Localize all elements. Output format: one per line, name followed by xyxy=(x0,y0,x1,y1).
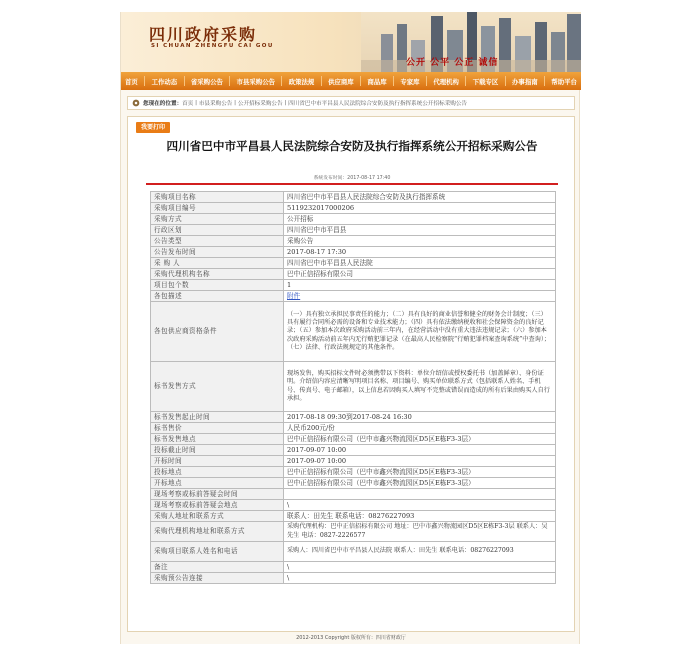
table-row xyxy=(151,434,556,445)
table-row xyxy=(151,269,556,280)
field-label: 采购方式 xyxy=(151,214,284,225)
field-value: 采购代理机构：巴中正信招标有限公司 地址：巴中市鑫兴物流园区D5区E栋F3-3层 联系人：吴先生 电话：0827-2226577 xyxy=(284,522,556,542)
field-label: 采 购 人 xyxy=(151,258,284,269)
table-row xyxy=(151,192,556,203)
field-label: 投标截止时间 xyxy=(151,445,284,456)
nav-separator xyxy=(321,76,322,86)
field-value: 四川省巴中市平昌县人民法院 xyxy=(284,258,556,269)
table-row xyxy=(151,302,556,362)
table-row xyxy=(151,489,556,500)
field-label: 标书发售方式 xyxy=(151,362,284,412)
table-row xyxy=(151,247,556,258)
field-label: 开标地点 xyxy=(151,478,284,489)
field-value: 四川省巴中市平昌县人民法院综合安防及执行指挥系统 xyxy=(284,192,556,203)
nav-item[interactable]: 工作动态 xyxy=(151,77,178,86)
field-label: 采购代理机构地址和联系方式 xyxy=(151,522,284,542)
table-row xyxy=(151,203,556,214)
breadcrumb-home[interactable]: 首页 xyxy=(182,101,194,107)
announcement-panel xyxy=(127,116,575,632)
nav-item[interactable]: 办事指南 xyxy=(512,77,538,86)
field-label: 采购项目联系人姓名和电话 xyxy=(151,542,284,562)
field-value: 现场发售，购买招标文件时必须携带以下资料：单位介绍信或授权委托书（加盖鲜章）、身份证明。介绍信内容应清晰写明项目名称、项目编号、购买单位联系方式（包括联系人姓名、手机号、传真号、电子邮箱），以上信息若因购买人填写不完整或错误而造成的所有后果由购买人自行承担。 xyxy=(284,362,556,412)
nav-item[interactable]: 供应商库 xyxy=(328,77,354,86)
field-value: 2017-08-17 17:30 xyxy=(284,247,556,258)
field-value: 1 xyxy=(284,280,556,291)
field-label: 各包描述 xyxy=(151,291,284,302)
nav-separator xyxy=(393,76,394,86)
nav-separator xyxy=(426,76,427,86)
table-row xyxy=(151,456,556,467)
print-button[interactable]: 我要打印 xyxy=(136,122,170,133)
page xyxy=(120,12,580,644)
field-label: 行政区划 xyxy=(151,225,284,236)
nav-item[interactable]: 商品库 xyxy=(367,77,387,86)
nav-item[interactable]: 专家库 xyxy=(400,77,420,86)
field-label: 备注 xyxy=(151,562,284,573)
table-row xyxy=(151,542,556,562)
field-value: 巴中正信招标有限公司（巴中市鑫兴物流园区D5区E栋F3-3层） xyxy=(284,478,556,489)
field-label: 采购代理机构名称 xyxy=(151,269,284,280)
nav-separator xyxy=(281,76,282,86)
nav-item[interactable]: 帮助平台 xyxy=(551,77,577,86)
field-value: 巴中正信招标有限公司 xyxy=(284,269,556,280)
site-logo-title[interactable]: 四川政府采购 xyxy=(149,25,258,44)
field-value xyxy=(284,291,556,302)
breadcrumb-open-tender[interactable]: 公开招标采购公告 xyxy=(237,101,283,107)
footer-copyright: 2012-2013 Copyright 版权所有：四川省财政厅 xyxy=(296,635,406,641)
details-table xyxy=(150,191,556,584)
breadcrumb-sep: | xyxy=(232,100,238,106)
table-row xyxy=(151,362,556,412)
field-value: 采购公告 xyxy=(284,236,556,247)
field-value: \ xyxy=(284,562,556,573)
table-row xyxy=(151,562,556,573)
field-label: 采购预公告连接 xyxy=(151,573,284,584)
nav-separator xyxy=(144,76,145,86)
site-header xyxy=(121,12,581,72)
table-row xyxy=(151,258,556,269)
field-value: 2017-08-18 09:30到2017-08-24 16:30 xyxy=(284,412,556,423)
breadcrumb-current: 四川省巴中市平昌县人民法院综合安防及执行指挥系统公开招标采购公告 xyxy=(288,101,468,107)
table-row xyxy=(151,412,556,423)
location-icon xyxy=(132,99,140,107)
field-value: 四川省巴中市平昌县 xyxy=(284,225,556,236)
field-value: 人民币200元/份 xyxy=(284,423,556,434)
table-row xyxy=(151,214,556,225)
field-label: 开标时间 xyxy=(151,456,284,467)
table-row xyxy=(151,478,556,489)
table-row xyxy=(151,225,556,236)
nav-item[interactable]: 代理机构 xyxy=(433,77,459,86)
field-value xyxy=(284,489,556,500)
breadcrumb-sep: | xyxy=(282,100,289,106)
table-row xyxy=(151,511,556,522)
table-row xyxy=(151,445,556,456)
nav-item[interactable]: 政策法规 xyxy=(288,77,315,86)
nav-separator xyxy=(465,76,466,86)
nav-separator xyxy=(505,76,506,86)
table-row xyxy=(151,291,556,302)
slogan: 公开 公平 公正 诚信 xyxy=(406,58,499,68)
table-row xyxy=(151,467,556,478)
field-value: 2017-09-07 10:00 xyxy=(284,445,556,456)
field-label: 投标地点 xyxy=(151,467,284,478)
table-row xyxy=(151,500,556,511)
breadcrumb-city-county[interactable]: 市县采购公告 xyxy=(198,101,233,107)
table-row xyxy=(151,236,556,247)
field-value: 2017-09-07 10:00 xyxy=(284,456,556,467)
field-label: 标书售价 xyxy=(151,423,284,434)
breadcrumb xyxy=(127,96,575,110)
field-label: 采购项目编号 xyxy=(151,203,284,214)
field-value: 5119232017000206 xyxy=(284,203,556,214)
field-value: 巴中正信招标有限公司（巴中市鑫兴物流园区D5区E栋F3-3层） xyxy=(284,467,556,478)
field-value: \ xyxy=(284,573,556,584)
nav-item[interactable]: 首页 xyxy=(125,77,138,86)
field-label: 采购人地址和联系方式 xyxy=(151,511,284,522)
nav-item[interactable]: 下载专区 xyxy=(472,77,499,86)
field-value: \ xyxy=(284,500,556,511)
breadcrumb-sep: | xyxy=(193,100,199,106)
table-row xyxy=(151,573,556,584)
field-label: 公告发布时间 xyxy=(151,247,284,258)
field-label: 采购项目名称 xyxy=(151,192,284,203)
nav-separator xyxy=(544,76,545,86)
field-value: （一）具有独立承担民事责任的能力；（二）具有良好的商业信誉和健全的财务会计制度；（三）具有履行合同所必需的设备和专业技术能力；（四）具有依法缴纳税收和社会保障资金的良好记录；（五）参加本次政府采购活动前三年内，在经营活动中没有重大违法违规记录；（六）参加本次政府采购活动前五年内无行贿犯罪记录（在最高人民检察院“行贿犯罪档案查询系统”中查询）；（七）法律、行政法规规定的其他条件。 xyxy=(284,302,556,362)
nav-separator xyxy=(184,76,185,86)
table-row xyxy=(151,522,556,542)
field-label: 公告类型 xyxy=(151,236,284,247)
field-label: 现场考察或标前答疑会地点 xyxy=(151,500,284,511)
field-label: 各包供应商资格条件 xyxy=(151,302,284,362)
nav-separator xyxy=(229,76,230,86)
field-value: 联系人：田先生 联系电话：08276227093 xyxy=(284,511,556,522)
nav-item[interactable]: 市县采购公告 xyxy=(236,77,275,86)
attachment-link[interactable]: 附件 xyxy=(287,291,301,300)
nav-item[interactable]: 省采购公告 xyxy=(190,77,223,86)
field-value: 采购人：四川省巴中市平昌县人民法院 联系人：田先生 联系电话：08276227093 xyxy=(284,542,556,562)
main-nav xyxy=(121,72,581,90)
breadcrumb-label: 您现在的位置： xyxy=(143,101,183,107)
field-label: 标书发售起止时间 xyxy=(151,412,284,423)
publish-time: 系统发布时间：2017-08-17 17:40 xyxy=(313,176,391,181)
title-divider xyxy=(146,183,558,185)
site-logo-subtitle: SI CHUAN ZHENGFU CAI GOU xyxy=(151,43,274,49)
table-row xyxy=(151,280,556,291)
field-value: 巴中正信招标有限公司（巴中市鑫兴物流园区D5区E栋F3-3层） xyxy=(284,434,556,445)
page-title: 四川省巴中市平昌县人民法院综合安防及执行指挥系统公开招标采购公告 xyxy=(166,139,538,153)
nav-separator xyxy=(360,76,361,86)
field-label: 项目包个数 xyxy=(151,280,284,291)
field-label: 现场考察或标前答疑会时间 xyxy=(151,489,284,500)
field-label: 标书发售地点 xyxy=(151,434,284,445)
field-value: 公开招标 xyxy=(284,214,556,225)
table-row xyxy=(151,423,556,434)
